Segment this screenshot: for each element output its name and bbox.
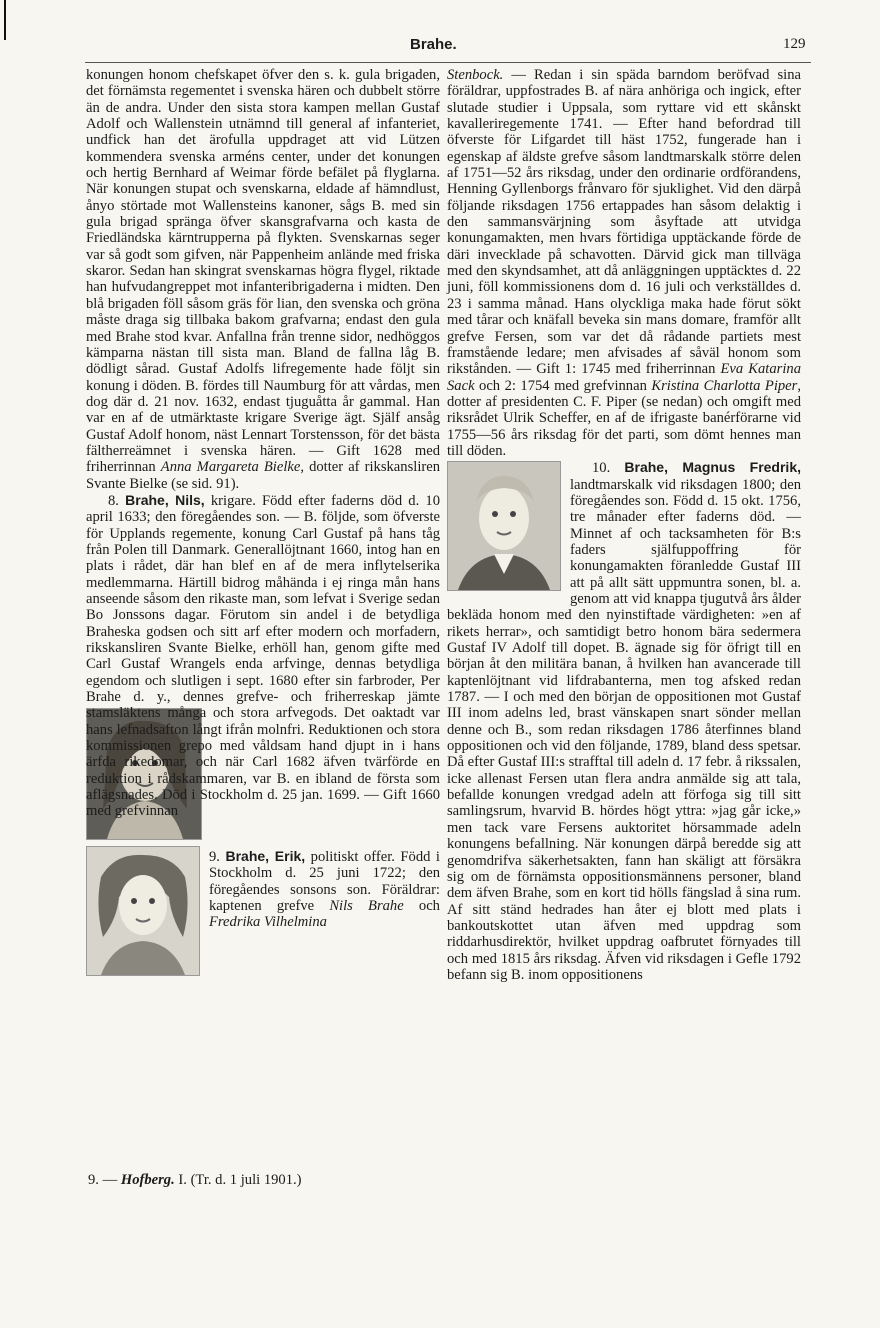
running-head	[0, 36, 880, 58]
margin-rule	[4, 0, 6, 40]
entry-text: krigare. Född efter faderns död d. 10 april 1633; den föregåendes son. — B. följde, som öfverste för Upplands regemente, konung Carl Gustaf på hans tåg från Polen till Danmark. Generallöjtnant 1660, intog han en plats i rådet, där han blef en af de mera inflytelserika medlemmarna. Härtill bidrog måhända i ej ringa mån hans anseende såsom den rikaste man, som lefvat i Sverige sedan Bo Jonssons dagar. Förutom sin andel i de betydliga Braheska godsen och sitt arf efter modern och morfadern, rikskansliren Svante Bielke, erhöll han, genom gifte med Carl Gustaf Wrangels enda arfvinge, dennas betydliga egendom och slutligen i sept. 1680 efter sin farbroder, Per Brahe d. y., dennes grefve- och friherreskap jämte stamsläktens många och stora arfvegods. Det oaktadt var hans lefnadsafton långt ifrån molnfri. Reduktionen och stora kommissionen grepo med våldsam hand djupt in i hans ärfda rikedomar, och när Carl 1682 äfven tvärförde en reduktion i rådskammaren, var B. en ibland de första som aflägsnades. Död i Stockholm d. 25 jan. 1699. — Gift 1660 med grefvinnan	[86, 492, 441, 820]
entry-name: Brahe, Nils,	[125, 491, 205, 508]
entry-number: 8.	[108, 492, 119, 509]
paragraph-text-end: , dotter af presidenten C. F. Piper (se nedan) och omgift med riksrådet Ulrik Scheffer, en af de ifrigaste banérförarne vid 1755—56 års riksdag för det parti, som dömt hennes man till döden.	[447, 377, 801, 459]
left-column	[86, 67, 440, 978]
right-column	[447, 67, 801, 983]
spouse-name: Anna Margareta Bielke	[160, 459, 301, 476]
portrait-erik-brahe	[86, 846, 200, 976]
portrait-magnus-fredrik-brahe	[447, 461, 561, 591]
paragraph-text: konungen honom chefskapet öfver den s. k. gula brigaden, det förnämsta regementet i svenska hären och dubbelt större än de andra. Under den sista stora kampen mellan Gustaf Adolf och Wallenstein utnämnd till general af infanteriet, undfick han det ärofulla uppdraget att vid Lützen kommendera svenska arméns center, under det konungen och hertig Bernhard af Weimar förde befälet på flyglarna. När konungen stupat och svenskarna, eldade af hämndlust, ånyo störtade mot Wallensteins kanoner, sågs B. med sin gula brigad spränga öfver skansgrafvarna och kasta de Friedländska kärntrupperna på flykten. Svenskarnas seger var så godt som gifven, när Pappenheim anlände med friska skaror. Sedan han skingrat svenskarnas högra flygel, riktade han hufvudangreppet mot infanteribrigaderna i midten. Den blå brigaden föll såsom gräs för lian, den svenska och gröna måste draga sig tillbaka bakom grafvarna; endast den gula med Brahe stod kvar. Anfallna från trenne sidor, nedhöggos kämparna nästan till sista man. Bland de fallna låg B. dödligt sårad. Gustaf Adolfs lifregemente hade följt sin konung i döden. B. fördes till Naumburg för att vårdas, men dog där d. 21 nov. 1632, endast tjuguåtta år gammal. Han var en af de utmärktaste krigare Sverige ägt. Själf ansåg Gustaf Adolf honom, näst Lennart Torstensson, för det bästa fältherreämnet i svenska hären. — Gift 1628 med friherrinnan	[86, 67, 440, 476]
paragraph-erik-brahe-cont	[447, 67, 801, 459]
running-title: Brahe.	[410, 36, 457, 53]
spouse-name-1: Eva Katarina Sack	[447, 361, 801, 394]
portrait-engraving-icon	[87, 847, 199, 975]
entry-name: Brahe, Erik,	[225, 847, 306, 864]
entry-10	[447, 459, 801, 983]
entry-text: landtmarskalk vid riksdagen 1800; den föregåendes son. Född d. 15 okt. 1756, tre månader efter faderns död. — Minnet af och tacksamheten för B:s faders själfuppoffring för konungamakten föranledde Gustaf III att på allt sätt uppmuntra sonen, bl. a. genom att vid knappa tjugutvå års ålder bekläda honom med den nyinstiftade värdigheten: »en af rikets herrar», och samtidigt betro honom bära sedermera Gustaf IV Adolf till dopet. B. ägnade sig för öfrigt till en början åt den militära banan, å hvilken han avancerade till kaptenlöjtnant vid lifdrabanterna, men tog afsked redan 1787. — I och med den början de oppositionen mot Gustaf III inom adelns led, brast vänskapen snart sönder mellan denne och B., som redan riksdagen 1786 återfinnes bland oppositionen och vid den följande, 1789, bland dess spetsar. Då efter Gustaf III:s strafftal till adeln d. 17 febr. å rikssalen, icke allenast Fersen utan flera andra anmälde sig att tala, befallde konungen vredgad adeln att förfoga sig till sitt samlingsrum, hvarvid B. hördes högt yttra: »jag går icke,» men tack vare Fersens auktoritet hörsammade adeln konungens befallning. När konungen därpå beredde sig att genomdrifva säkerhetsakten, fann han skäligt att försäkra sig om de förnämsta oppositionsmännens personer, bland dem äfven Brahe, som en kort tid hölls fängslad å sina rum. Af sitt ständ hedrades han åter ej blott med plats i bankoutskottet utan äfven med uppdrag som riddarhusdirektör, hvilket uppdrag oafbrutet förnyades till och med 1815 års riksdag. Äfven vid riksdagen i Gefle 1792 befann sig B. inom oppositionens	[447, 476, 801, 983]
entry-number: 9.	[209, 848, 220, 865]
entry-number: 10.	[592, 460, 611, 477]
book-title: Hofberg.	[120, 1172, 175, 1188]
entry-text: politiskt offer. Född i Stockholm d. 25 juni 1722; den föregåendes sonsons son. Föräldrar: kaptenen grefve	[209, 848, 440, 914]
print-note: I. (Tr. d. 1 juli 1901.)	[174, 1172, 302, 1188]
printer-signature	[88, 1172, 302, 1189]
signature-number: 9. —	[88, 1172, 118, 1188]
conjunction: och	[403, 897, 440, 914]
entry-name: Brahe, Magnus Fredrik,	[624, 459, 801, 476]
paragraph-text-mid: och 2: 1754 med grefvinnan	[474, 377, 652, 394]
header-rule	[85, 62, 811, 63]
father-name: Nils Brahe	[329, 897, 404, 914]
paragraph-text-end: , dotter af rikskansliren Svante Bielke (se sid. 91).	[86, 459, 441, 492]
paragraph-text: — Redan i sin späda barndom beröfvad sina föräldrar, uppfostrades B. af nära anhöriga och ingick, efter slutade studier i Uppsala, som ryttare vid ett skånskt kavalleriregemente 1741. — Efter hand befordrad till öfverste för Lifgardet till häst 1752, fungerade han i egenskap af äldste grefve såsom landtmarskalk större delen af 1751—52 års riksdag, under den ordinarie ordförandens, Henning Gyllenborgs frånvaro för sjuklighet. Vid den därpå följande riksdagen 1756 ertappades han såsom delaktig i den sammansvärjning som åsyftade att utvidga konungamakten, men hvars förtidiga upptäckande förde de däri invecklade på schavotten. Därvid gick man tillväga med den skyndsamhet, att då anläggningen upptäcktes d. 22 juni, föll kommissionens dom d. 16 juli och verkställdes d. 23 i samma månad. Hans olyckliga maka hade förut sökt med tårar och knäfall beveka sin mans domare, framför allt grefve Fersen, som var det då rådande partiets mest framstående ledare; men afvisades af såväl honom som rikstånden. — Gift 1: 1745 med friherrinnan	[447, 67, 801, 378]
page-number: 129	[783, 36, 806, 52]
family-name: Stenbock.	[447, 67, 504, 83]
entry-8	[86, 492, 440, 820]
spouse-name-2: Kristina Charlotta Piper	[651, 377, 798, 394]
portrait-engraving-icon	[448, 462, 560, 590]
mother-name: Fredrika Vilhelmina	[209, 914, 327, 931]
paragraph-nils-brahe-1600s	[86, 67, 440, 492]
